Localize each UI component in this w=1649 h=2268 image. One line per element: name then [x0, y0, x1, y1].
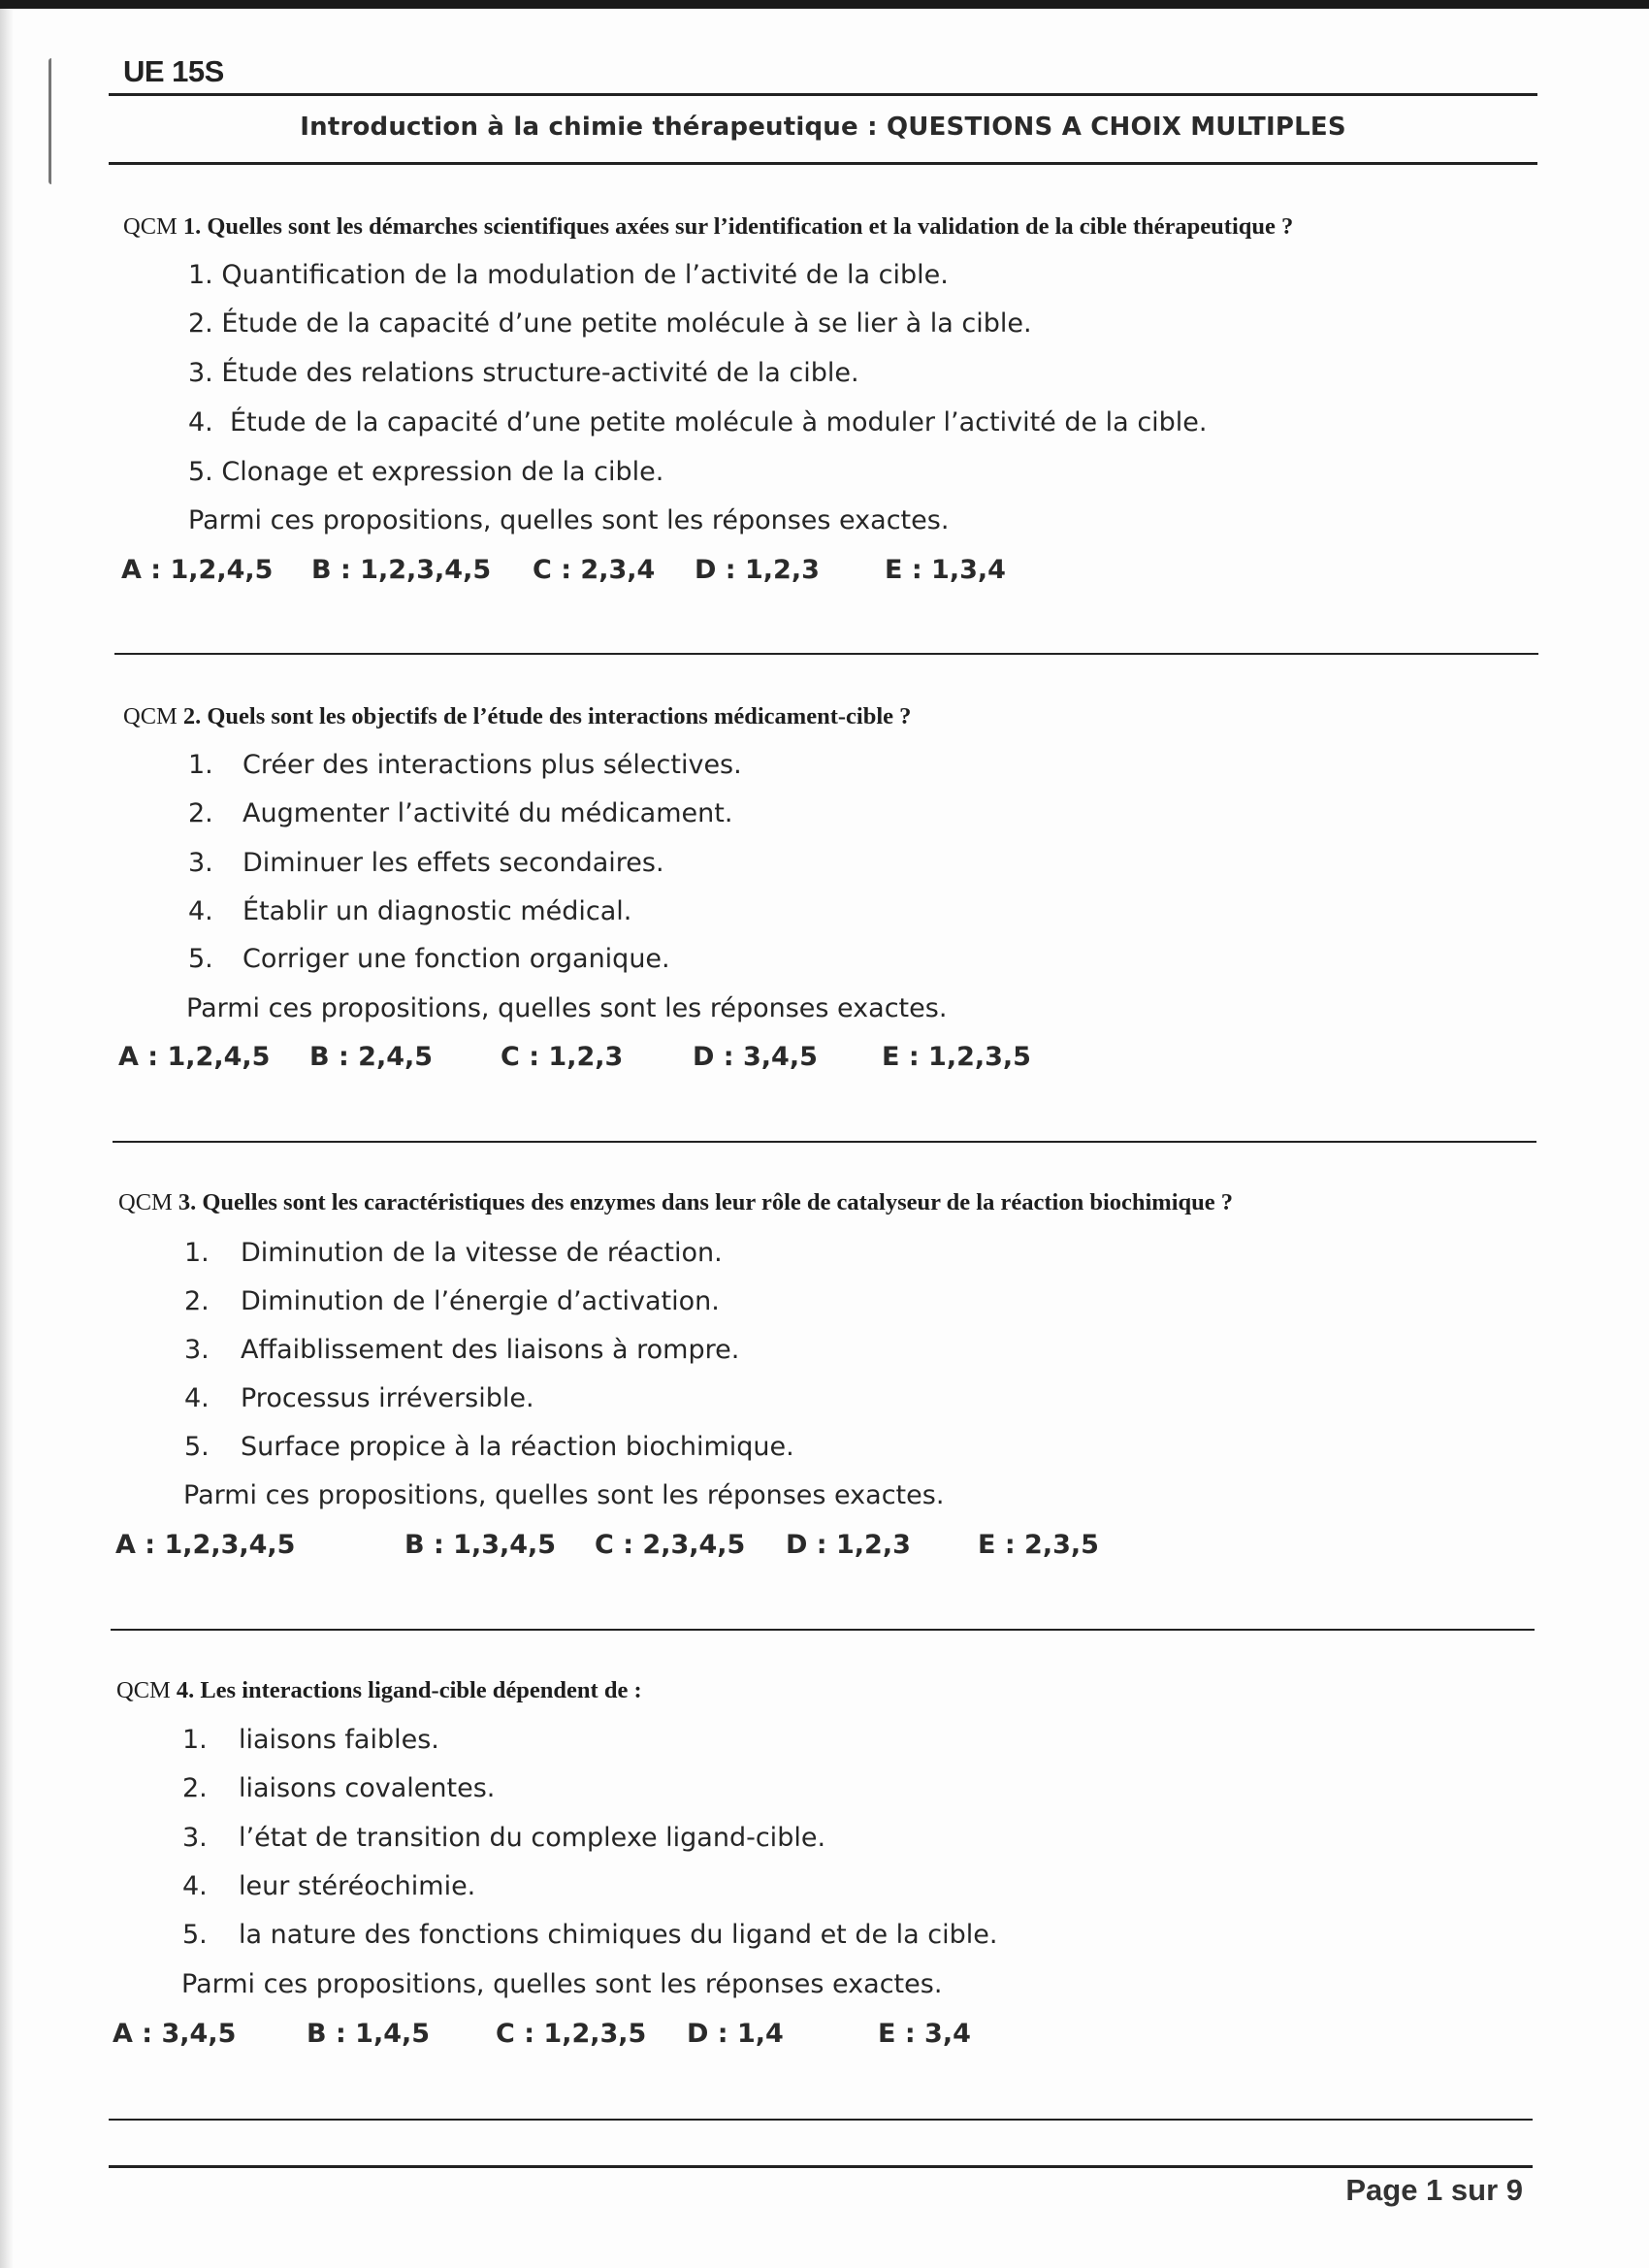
- option-item: [188, 750, 742, 780]
- answer-choice-c: C : 2,3,4,5: [595, 1530, 746, 1560]
- option-item: [188, 896, 631, 926]
- page-number: Page 1 sur 9: [1345, 2173, 1523, 2207]
- option-item: [184, 1432, 794, 1462]
- answer-choice-c: C : 2,3,4: [533, 555, 656, 585]
- option-item: [184, 1238, 723, 1268]
- option-number: 2.: [182, 1773, 208, 1803]
- question-prefix: QCM: [118, 1189, 173, 1215]
- answer-choice-b: B : 1,2,3,4,5: [311, 555, 492, 585]
- option-text: liaisons faibles.: [239, 1725, 439, 1755]
- question-prompt: Parmi ces propositions, quelles sont les réponses exactes.: [183, 1480, 945, 1510]
- option-text: Établir un diagnostic médical.: [242, 896, 632, 926]
- question-separator: [111, 1629, 1535, 1631]
- option-item: [182, 1725, 439, 1755]
- option-item: [182, 1823, 825, 1853]
- option-number: 5.: [188, 457, 213, 487]
- option-number: 2.: [188, 798, 213, 828]
- option-number: 5.: [188, 944, 213, 974]
- option-number: 4.: [184, 1383, 210, 1413]
- option-text: leur stéréochimie.: [239, 1871, 476, 1901]
- question-prefix: QCM: [116, 1677, 171, 1703]
- question-text: 3. Quelles sont les caractéristiques des enzymes dans leur rôle de catalyseur de la réaction biochimique ?: [178, 1189, 1234, 1215]
- option-number: 5.: [184, 1432, 210, 1462]
- option-text: Quantification de la modulation de l’activité de la cible.: [221, 260, 949, 290]
- answer-choice-a: A : 1,2,4,5: [121, 555, 274, 585]
- option-number: 3.: [182, 1823, 208, 1853]
- option-text: liaisons covalentes.: [239, 1773, 496, 1803]
- answer-choice-e: E : 1,3,4: [885, 555, 1006, 585]
- question-1-title: [123, 213, 1293, 241]
- option-number: 1.: [182, 1725, 208, 1755]
- question-text: 4. Les interactions ligand-cible dépendent de :: [176, 1677, 642, 1703]
- option-item: [188, 798, 732, 828]
- course-code: UE 15S: [123, 54, 224, 88]
- option-number: 3.: [188, 358, 213, 388]
- scan-top-border: [0, 0, 1649, 9]
- option-number: 3.: [188, 848, 213, 878]
- answer-choice-e: E : 3,4: [878, 2019, 971, 2049]
- question-4-title: [116, 1677, 642, 1704]
- staple-mark: [48, 58, 69, 184]
- option-number: 2.: [188, 308, 213, 339]
- option-text: Affaiblissement des liaisons à rompre.: [241, 1335, 740, 1365]
- answer-choice-d: D : 3,4,5: [693, 1042, 818, 1072]
- answer-choice-b: B : 1,4,5: [307, 2019, 431, 2049]
- question-separator: [113, 1141, 1536, 1143]
- question-separator: [109, 2119, 1533, 2121]
- option-text: Processus irréversible.: [241, 1383, 534, 1413]
- question-prefix: QCM: [123, 703, 178, 729]
- question-prompt: Parmi ces propositions, quelles sont les réponses exactes.: [188, 505, 950, 535]
- option-text: l’état de transition du complexe ligand-cible.: [239, 1823, 826, 1853]
- option-number: 1.: [184, 1238, 210, 1268]
- answer-choice-d: D : 1,4: [687, 2019, 784, 2049]
- answer-choice-a: A : 1,2,3,4,5: [115, 1530, 296, 1560]
- option-text: Diminution de la vitesse de réaction.: [241, 1238, 723, 1268]
- option-item: [188, 358, 859, 388]
- option-text: Augmenter l’activité du médicament.: [242, 798, 733, 828]
- scan-left-shadow: [0, 9, 14, 2268]
- option-item: [182, 1773, 495, 1803]
- option-number: 4.: [188, 896, 213, 926]
- option-number: 1.: [188, 750, 213, 780]
- answer-choice-c: C : 1,2,3: [501, 1042, 624, 1072]
- page-title: Introduction à la chimie thérapeutique : QUESTIONS A CHOIX MULTIPLES: [300, 113, 1346, 142]
- option-item: [188, 848, 664, 878]
- header-rule-top: [109, 93, 1537, 96]
- question-prompt: Parmi ces propositions, quelles sont les réponses exactes.: [181, 1969, 943, 1999]
- option-item: [188, 308, 1032, 339]
- option-text: Diminuer les effets secondaires.: [242, 848, 664, 878]
- answer-choice-b: B : 2,4,5: [309, 1042, 434, 1072]
- option-item: [182, 1920, 998, 1950]
- question-separator: [114, 653, 1538, 655]
- question-2-title: [123, 703, 911, 730]
- question-text: 1. Quelles sont les démarches scientifiques axées sur l’identification et la validation de la cible thérapeutique ?: [182, 213, 1294, 240]
- option-item: [184, 1286, 720, 1316]
- option-item: [188, 260, 949, 290]
- option-number: 5.: [182, 1920, 208, 1950]
- question-prompt: Parmi ces propositions, quelles sont les réponses exactes.: [186, 993, 948, 1023]
- option-text: Étude de la capacité d’une petite molécule à moduler l’activité de la cible.: [229, 407, 1208, 437]
- question-3-title: [118, 1189, 1233, 1216]
- header-rule-bottom: [109, 162, 1537, 165]
- answer-choice-e: E : 2,3,5: [978, 1530, 1099, 1560]
- option-text: Créer des interactions plus sélectives.: [242, 750, 742, 780]
- answer-choice-a: A : 3,4,5: [113, 2019, 237, 2049]
- option-item: [184, 1383, 534, 1413]
- question-text: 2. Quels sont les objectifs de l’étude des interactions médicament-cible ?: [182, 703, 912, 729]
- option-text: Clonage et expression de la cible.: [221, 457, 664, 487]
- question-prefix: QCM: [123, 213, 178, 240]
- option-item: [188, 944, 670, 974]
- footer-rule: [109, 2165, 1533, 2168]
- answer-choice-b: B : 1,3,4,5: [404, 1530, 557, 1560]
- answer-choice-e: E : 1,2,3,5: [882, 1042, 1031, 1072]
- option-number: 4.: [182, 1871, 208, 1901]
- option-text: Diminution de l’énergie d’activation.: [241, 1286, 720, 1316]
- answer-choice-d: D : 1,2,3: [695, 555, 820, 585]
- option-item: [182, 1871, 475, 1901]
- option-text: Étude de la capacité d’une petite molécule à se lier à la cible.: [221, 308, 1032, 339]
- option-item: [188, 457, 663, 487]
- option-item: [184, 1335, 739, 1365]
- option-item: [188, 407, 1208, 437]
- option-number: 4.: [188, 407, 213, 437]
- option-text: Étude des relations structure-activité de la cible.: [221, 358, 859, 388]
- option-text: la nature des fonctions chimiques du ligand et de la cible.: [239, 1920, 998, 1950]
- option-number: 2.: [184, 1286, 210, 1316]
- option-number: 1.: [188, 260, 213, 290]
- option-number: 3.: [184, 1335, 210, 1365]
- answer-choice-c: C : 1,2,3,5: [496, 2019, 647, 2049]
- answer-choice-a: A : 1,2,4,5: [118, 1042, 271, 1072]
- option-text: Corriger une fonction organique.: [242, 944, 670, 974]
- answer-choice-d: D : 1,2,3: [786, 1530, 911, 1560]
- option-text: Surface propice à la réaction biochimique.: [241, 1432, 794, 1462]
